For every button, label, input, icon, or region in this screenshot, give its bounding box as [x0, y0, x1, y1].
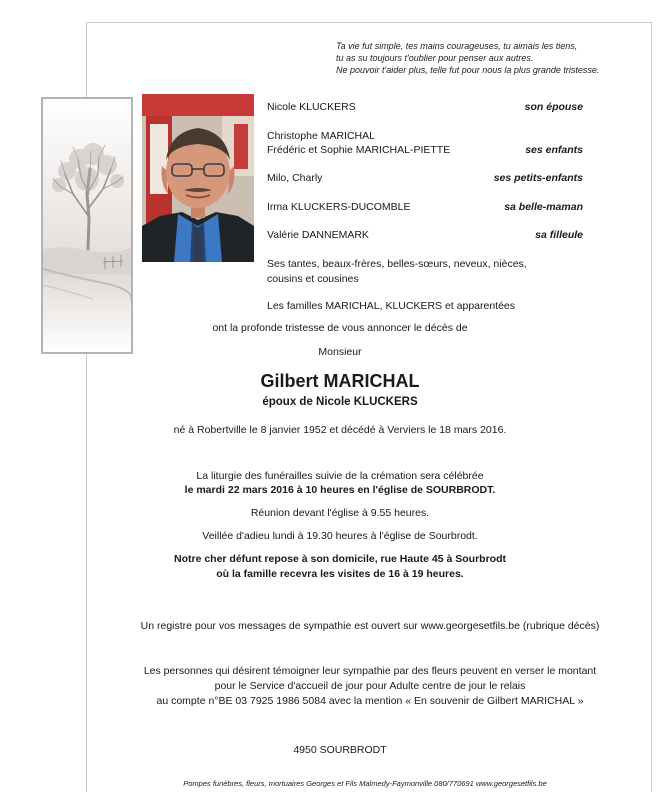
portrait-photo	[142, 94, 254, 262]
relatives-line: cousins et cousines	[267, 273, 359, 285]
winter-tree-image	[41, 97, 133, 354]
relatives-line: Ses tantes, beaux-frères, belles-sœurs, neveux, nièces,	[267, 258, 527, 270]
families-line: Les familles MARICHAL, KLUCKERS et apparentées	[267, 300, 516, 312]
family-names: Irma KLUCKERS-DUCOMBLE	[267, 201, 411, 213]
address: 4950 SOURBRODT	[293, 744, 387, 756]
flowers-line: pour le Service d'accueil de jour pour Adulte centre de jour le relais	[214, 680, 526, 692]
funeral-line: La liturgie des funérailles suivie de la crémation sera célébrée	[196, 470, 484, 482]
family-names: Nicole KLUCKERS	[267, 101, 356, 113]
funeral-date-line: le mardi 22 mars 2016 à 10 heures en l'église de SOURBRODT.	[184, 484, 496, 496]
frame-right-line	[651, 22, 652, 792]
frame-top-line	[86, 22, 652, 23]
vigil-line: Veillée d'adieu lundi à 19.30 heures à l'église de Sourbrodt.	[202, 530, 478, 542]
family-names: Christophe MARICHAL	[267, 130, 375, 142]
meeting-line: Réunion devant l'église à 9.55 heures.	[250, 507, 430, 519]
family-relation: ses enfants	[525, 144, 583, 156]
funeral-home-footer: Pompes funèbres, fleurs, mortuaires Georges et Fils Malmedy-Faymonville 080/770691 www.georgesetfils.be	[183, 779, 547, 788]
registry-line: Un registre pour vos messages de sympathie est ouvert sur www.georgesetfils.be (rubrique décès)	[140, 620, 600, 632]
poem-line: Ne pouvoir t'aider plus, telle fut pour nous la plus grande tristesse.	[336, 64, 600, 75]
rest-line: Notre cher défunt repose à son domicile, rue Haute 45 à Sourbrodt	[174, 553, 506, 565]
family-names: Frédéric et Sophie MARICHAL-PIETTE	[267, 144, 451, 156]
family-relation: sa filleule	[535, 229, 583, 241]
flowers-line: au compte n°BE 03 7925 1986 5084 avec la mention « En souvenir de Gilbert MARICHAL »	[156, 695, 584, 707]
poem	[336, 41, 636, 76]
salutation: Monsieur	[318, 346, 362, 358]
announcement-line: ont la profonde tristesse de vous annoncer le décès de	[212, 322, 468, 334]
family-relation: son épouse	[524, 101, 583, 113]
family-names: Valérie DANNEMARK	[267, 229, 369, 241]
spouse-line: époux de Nicole KLUCKERS	[262, 396, 418, 408]
birth-death-line: né à Robertville le 8 janvier 1952 et décédé à Verviers le 18 mars 2016.	[173, 424, 507, 436]
family-names: Milo, Charly	[267, 172, 323, 184]
poem-line: tu as su toujours t'oublier pour penser aux autres.	[336, 52, 534, 63]
family-relation: ses petits-enfants	[493, 172, 583, 184]
deceased-name: Gilbert MARICHAL	[260, 371, 420, 391]
flowers-line: Les personnes qui désirent témoigner leur sympathie par des fleurs peuvent en verser le montant	[143, 665, 597, 677]
family-relation: sa belle-maman	[504, 201, 583, 213]
rest-line: où la famille recevra les visites de 16 à 19 heures.	[216, 568, 464, 580]
poem-line: Ta vie fut simple, tes mains courageuses, tu aimais les tiens,	[336, 41, 578, 51]
